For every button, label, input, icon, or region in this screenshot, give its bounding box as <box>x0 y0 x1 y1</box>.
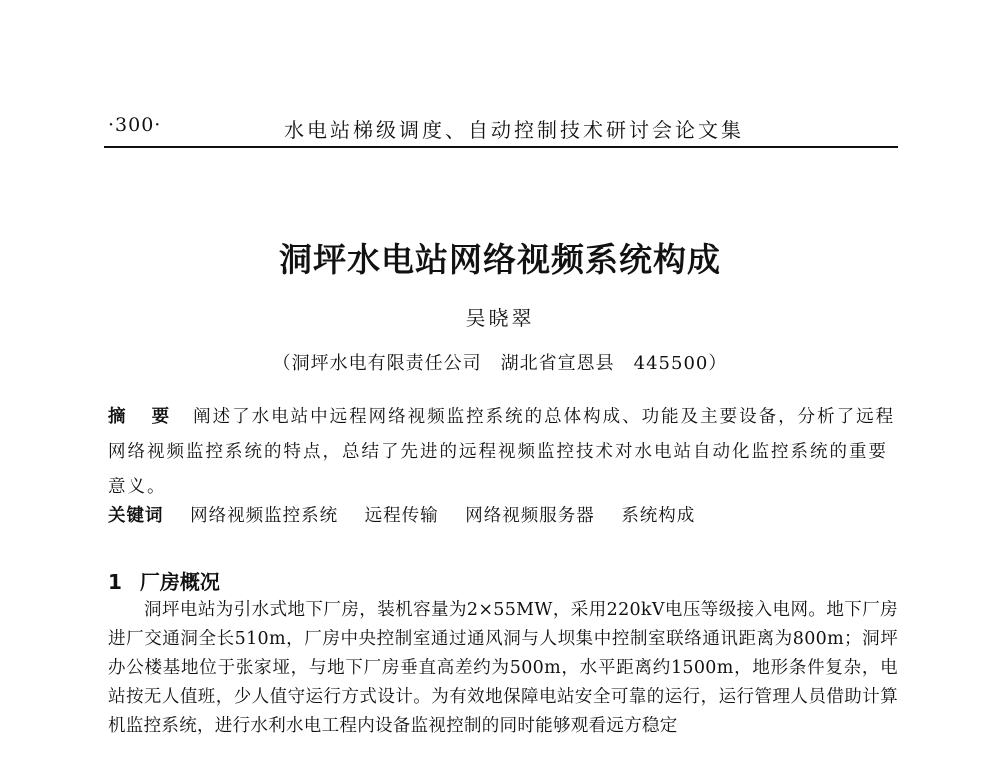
author-affiliation: （洞坪水电有限责任公司 湖北省宣恩县 445500） <box>272 353 728 374</box>
keyword: 网络视频服务器 <box>465 506 595 526</box>
header-rule <box>104 146 898 148</box>
abstract-text: 阐述了水电站中远程网络视频监控系统的总体构成、功能及主要设备，分析了远程网络视频监控系统的特点，总结了先进的远程视频监控技术对水电站自动化监控系统的重要意义。 <box>108 407 896 497</box>
body-paragraph: 洞坪电站为引水式地下厂房，装机容量为2×55MW，采用220kV电压等级接入电网。地下厂房进厂交通洞全长510m，厂房中央控制室通过通风洞与人坝集中控制室联络通讯距离为800m；洞坪办公楼基地位于张家垭，与地下厂房垂直高差约为500m，水平距离约1500m，地形条件复杂，电站按无人值班，少人值守运行方式设计。为有效地保障电站安全可靠的运行，运行管理人员借助计算机监控系统，进行水利水电工程内设备监视控制的同时能够观看远方稳定 <box>108 600 898 736</box>
author-name: 吴晓翠 <box>465 306 535 330</box>
section-title-text: 厂房概况 <box>139 570 220 594</box>
running-header <box>108 114 898 142</box>
paper-title: 洞坪水电站网络视频系统构成 <box>279 240 721 279</box>
keyword: 远程传输 <box>364 506 439 526</box>
keyword: 系统构成 <box>621 506 696 526</box>
keywords <box>108 502 898 527</box>
keyword: 网络视频监控系统 <box>190 506 339 526</box>
abstract-label: 摘 要 <box>108 407 180 427</box>
section-heading <box>108 566 220 595</box>
page-number: ·300· <box>108 114 162 136</box>
proceedings-title: 水电站梯级调度、自动控制技术研讨会论文集 <box>284 118 744 142</box>
section-number: 1 <box>108 570 122 594</box>
abstract <box>108 400 898 505</box>
keywords-label: 关键词 <box>108 506 164 526</box>
